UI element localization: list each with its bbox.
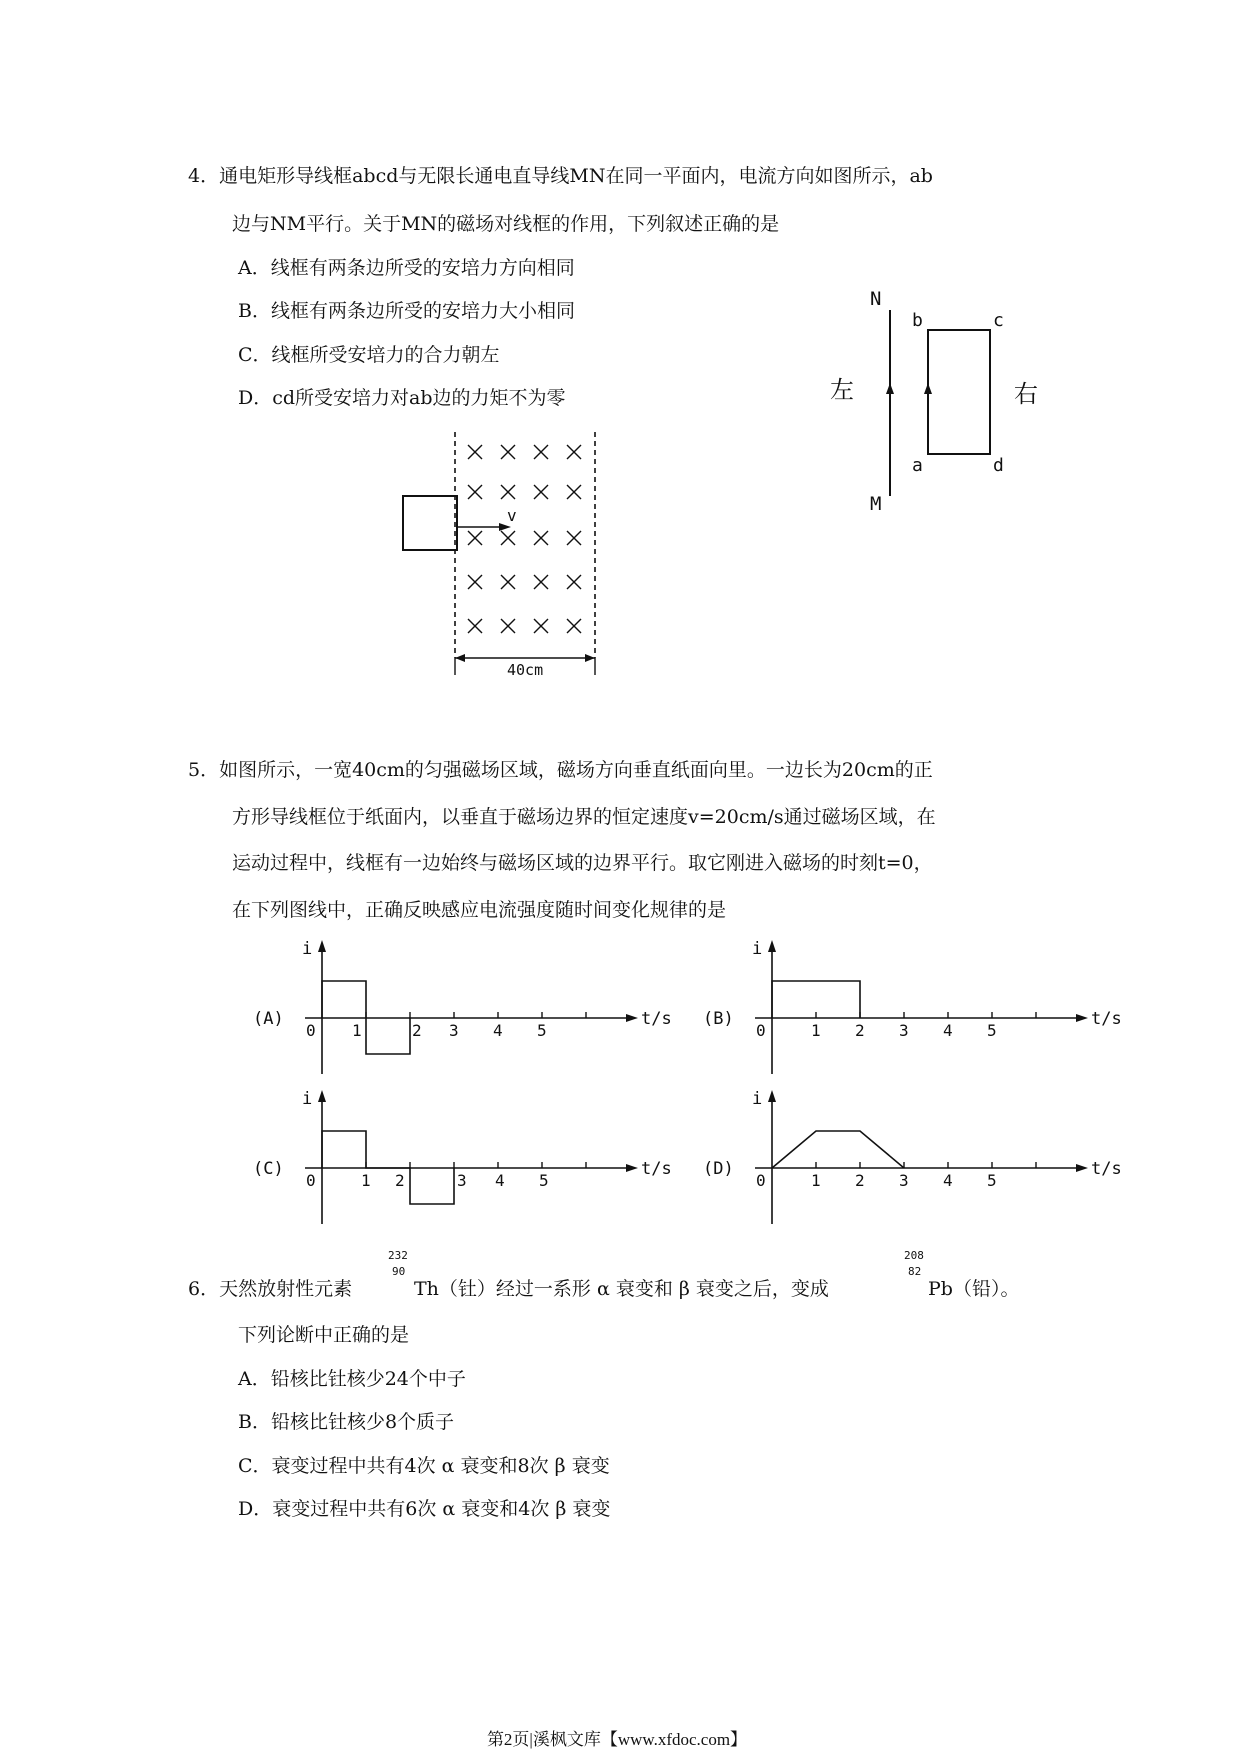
q6-stem-prefix: 6．天然放射性元素 [188,1278,353,1300]
width-arrow-right [585,654,595,662]
loop-abcd [928,330,990,454]
q6-option-d: D．衰变过程中共有6次 α 衰变和4次 β 衰变 [238,1498,611,1520]
q4-stem-line-2: 边与NM平行。关于MN的磁场对线框的作用，下列叙述正确的是 [232,213,780,235]
th-atomic-number: 90 [392,1265,406,1278]
graph-c-y-arrow [318,1090,326,1102]
graph-d-tick-2: 2 [855,1171,865,1190]
label-right: 右 [1014,380,1038,408]
graph-b-tick-1: 1 [811,1021,821,1040]
q6-option-c: C．衰变过程中共有4次 α 衰变和8次 β 衰变 [238,1455,610,1477]
graph-b-tick-2: 2 [855,1021,865,1040]
graph-d-x-arrow [1076,1164,1088,1172]
label-b: b [912,310,923,331]
graph-d-origin: 0 [756,1171,766,1190]
graph-a-tick-4: 4 [493,1021,503,1040]
graph-a-origin: 0 [306,1021,316,1040]
graph-a-y-arrow [318,940,326,952]
graph-c-tick-2: 2 [395,1171,405,1190]
graph-a-x-label: t/s [641,1009,672,1029]
graph-b-ticks [816,1012,1036,1018]
graph-c-label: (C) [253,1159,284,1179]
q5-stem-line-3: 运动过程中，线框有一边始终与磁场区域的边界平行。取它刚进入磁场的时刻t=0， [232,852,933,874]
graph-d-y-arrow [768,1090,776,1102]
graph-d-tick-1: 1 [811,1171,821,1190]
graph-b-y-arrow [768,940,776,952]
q4-option-a: A．线框有两条边所受的安培力方向相同 [238,257,575,279]
label-width: 40cm [507,661,544,679]
label-v: v [507,506,517,525]
graph-a-label: (A) [253,1009,284,1029]
graph-a-y-label: i [302,939,313,959]
q5-stem-line-2: 方形导线框位于纸面内，以垂直于磁场边界的恒定速度v=20cm/s通过磁场区域，在 [232,806,936,828]
page-footer: 第2页|溪枫文库【www.xfdoc.com】 [486,1730,748,1749]
label-d: d [993,455,1004,476]
graph-b-origin: 0 [756,1021,766,1040]
q6-stem-pb: Pb（铅）。 [928,1278,1020,1300]
graph-a [250,940,680,1080]
graph-c-tick-3: 3 [457,1171,467,1190]
graph-a-x-arrow [626,1014,638,1022]
graph-d-label: (D) [703,1159,734,1179]
q5-stem-line-1: 5．如图所示，一宽40cm的匀强磁场区域，磁场方向垂直纸面向里。一边长为20cm的正 [188,759,933,781]
q6-option-b: B．铅核比钍核少8个质子 [238,1411,455,1433]
graph-c-tick-5: 5 [539,1171,549,1190]
graph-d-x-label: t/s [1091,1159,1122,1179]
pb-mass-number: 208 [904,1249,924,1262]
graph-d-tick-4: 4 [943,1171,953,1190]
width-arrow-left [455,654,465,662]
q6-option-a: A．铅核比钍核少24个中子 [238,1368,466,1390]
graph-c-tick-4: 4 [495,1171,505,1190]
field-region-figure [395,430,615,680]
q5-stem-line-4: 在下列图线中，正确反映感应电流强度随时间变化规律的是 [232,899,727,921]
graph-d-tick-3: 3 [899,1171,909,1190]
q4-stem-line-1: 4．通电矩形导线框abcd与无限长通电直导线MN在同一平面内，电流方向如图所示，ab [188,165,933,187]
graph-b-y-label: i [752,939,763,959]
graph-d-curve [772,1131,904,1168]
graph-a-ticks [366,1012,586,1018]
graph-b-tick-5: 5 [987,1021,997,1040]
graph-b-x-arrow [1076,1014,1088,1022]
graph-b-tick-3: 3 [899,1021,909,1040]
label-n: N [870,288,882,310]
graph-b-tick-4: 4 [943,1021,953,1040]
q4-wire-loop-figure [820,280,1060,520]
graph-d-y-label: i [752,1089,763,1109]
graph-b [700,940,1130,1080]
graph-b-label: (B) [703,1009,734,1029]
graph-d-tick-5: 5 [987,1171,997,1190]
wire-current-arrow [886,383,894,394]
graph-d-ticks [816,1162,1036,1168]
graph-c-y-label: i [302,1089,313,1109]
graph-a-tick-2: 2 [412,1021,422,1040]
q6-stem-th: Th（钍）经过一系形 α 衰变和 β 衰变之后，变成 [414,1278,829,1300]
loop-current-arrow [924,383,932,394]
graph-c-x-arrow [626,1164,638,1172]
graph-d [700,1090,1130,1230]
q4-option-d: D．cd所受安培力对ab边的力矩不为零 [238,387,566,409]
square-loop [403,496,457,550]
th-mass-number: 232 [388,1249,408,1262]
graph-a-tick-1: 1 [352,1021,362,1040]
field-crosses [468,445,581,633]
label-left: 左 [830,376,854,404]
graph-c-x-label: t/s [641,1159,672,1179]
graph-c-origin: 0 [306,1171,316,1190]
q4-option-b: B．线框有两条边所受的安培力大小相同 [238,300,575,322]
label-a: a [912,455,923,476]
q6-stem-line-2: 下列论断中正确的是 [238,1324,410,1346]
pb-atomic-number: 82 [908,1265,922,1278]
graph-a-tick-5: 5 [537,1021,547,1040]
graph-c [250,1090,680,1230]
label-c: c [993,310,1004,331]
graph-c-ticks [366,1162,586,1168]
graph-b-x-label: t/s [1091,1009,1122,1029]
graph-c-tick-1: 1 [361,1171,371,1190]
q4-option-c: C．线框所受安培力的合力朝左 [238,344,500,366]
label-m: M [870,493,882,515]
graph-a-tick-3: 3 [449,1021,459,1040]
